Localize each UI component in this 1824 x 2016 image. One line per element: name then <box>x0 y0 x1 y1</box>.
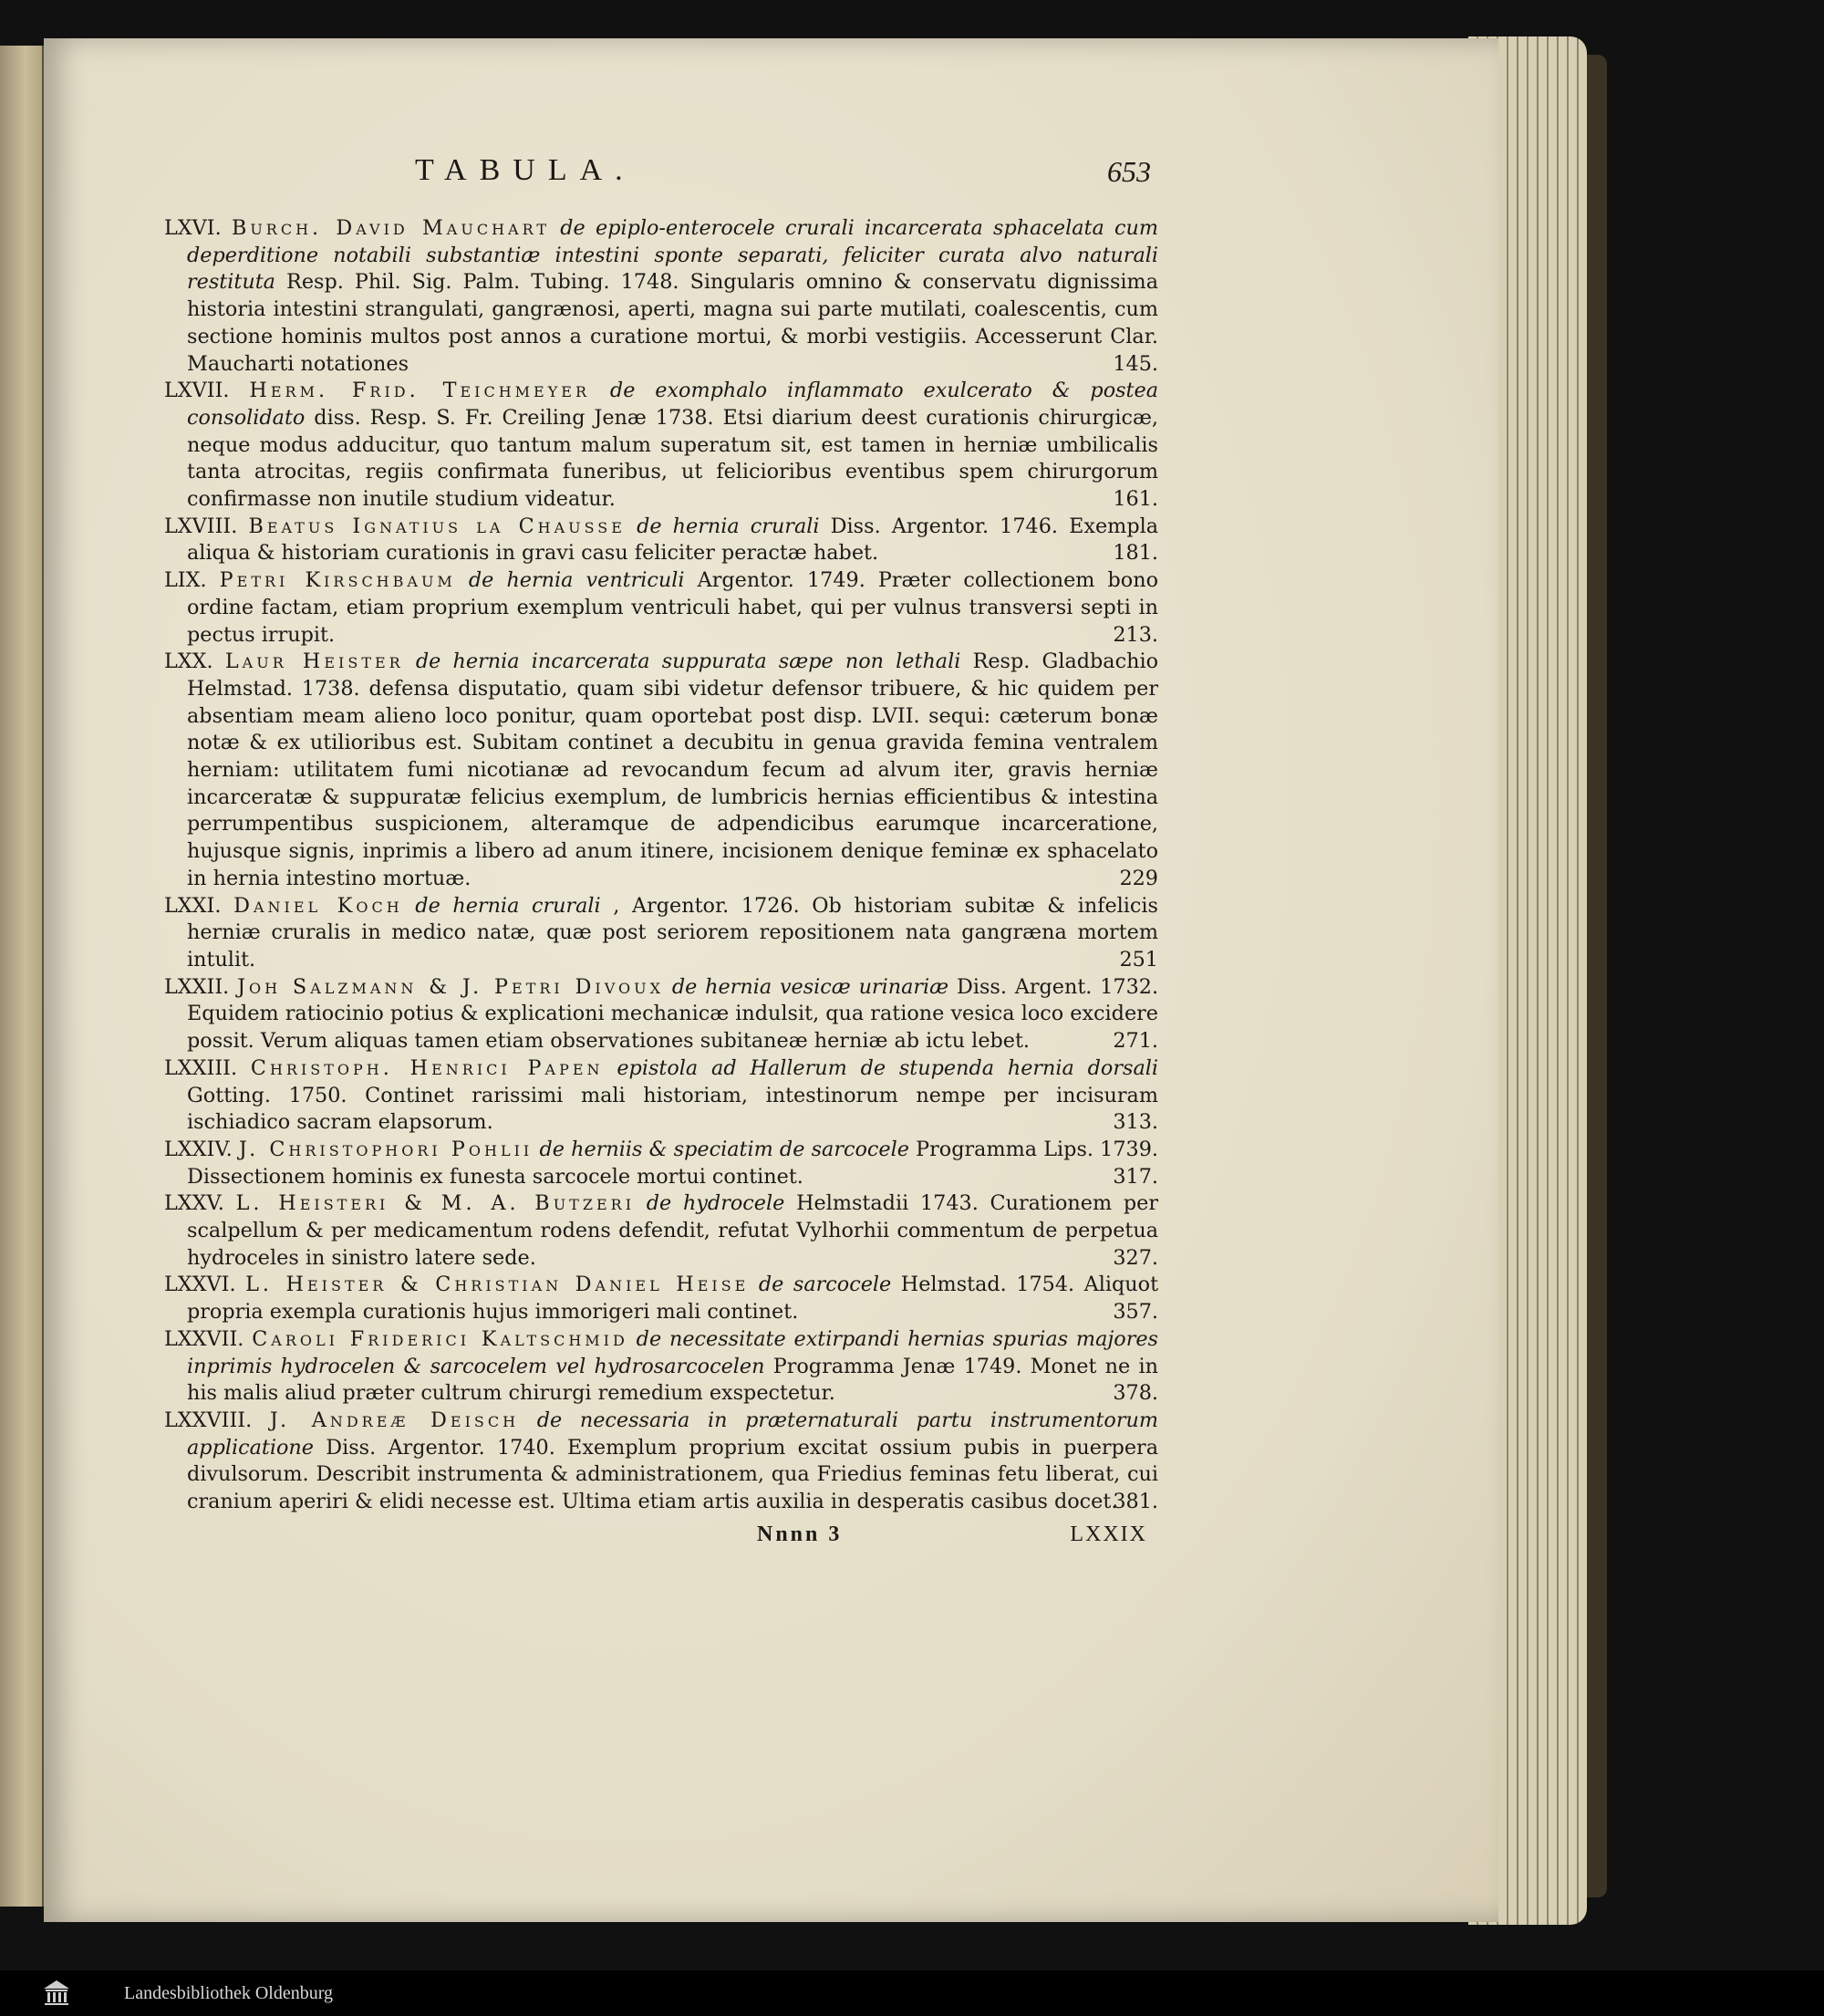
entry-title: de sarcocele <box>758 1273 892 1297</box>
catchword: LXXIX <box>1070 1522 1147 1546</box>
entry-number: LXVIII. <box>164 514 238 538</box>
entry-number: LXXII. <box>164 974 230 999</box>
table-entry <box>164 1272 1158 1325</box>
table-entry <box>164 1137 1158 1190</box>
table-entry <box>164 215 1158 378</box>
table-entry <box>164 649 1158 892</box>
entry-number: LXXVII. <box>164 1326 244 1351</box>
entry-page-ref: 381. <box>1113 1490 1158 1514</box>
entry-author: Beatus Ignatius la Chausse <box>248 514 626 538</box>
cover-edge <box>1587 55 1607 1897</box>
entry-body: Diss. Argent. 1732. Equidem ratiocinio potius & explicationi mechanicæ indulsit, qua ratione vesica loco excidere possit. Verum aliquas tamen etiam observationes subitaneæ herniæ ab ictu lebet. <box>187 974 1159 1054</box>
entry-title: de necessitate extirpandi hernias spurias majores inprimis hydrocelen & sarcocelem vel hydrosarcocelen <box>187 1326 1159 1378</box>
entry-number: LXXV. <box>164 1191 224 1216</box>
library-building-icon <box>42 1978 71 2007</box>
viewer-footer-bar <box>0 1970 1824 2016</box>
table-entry <box>164 1190 1158 1272</box>
entry-title: de exomphalo inflammato exulcerato & postea consolidato <box>187 379 1159 430</box>
entry-page-ref: 161. <box>1113 487 1158 512</box>
entry-title: de hernia incarcerata suppurata sæpe non lethali <box>415 649 961 674</box>
entry-number: LIX. <box>164 568 207 593</box>
entry-body: Programma Lips. 1739. Dissectionem hominis ex funesta sarcocele mortui continet. <box>187 1137 1159 1189</box>
entry-page-ref: 271. <box>1113 1029 1158 1054</box>
entry-author: Daniel Koch <box>233 893 403 918</box>
entry-page-ref: 313. <box>1113 1110 1158 1135</box>
table-entry <box>164 514 1158 567</box>
entry-page-ref: 317. <box>1113 1164 1158 1189</box>
entry-page-ref: 229 <box>1119 866 1158 890</box>
entry-author: Burch. David Mauchart <box>231 216 551 240</box>
entry-body: Diss. Argentor. 1740. Exemplum proprium excitat ossium pubis in puerpera divulsorum. Describit instrumenta & administrationem, qua Friedius feminas fetu liberat, cui cranium aperiri & elidi necesse est. Ultima etiam artis auxilia in desperatis casibus docet. <box>187 1435 1159 1514</box>
entry-number: LXXVI. <box>164 1273 236 1297</box>
entry-title: de hernia crurali <box>415 893 601 918</box>
entry-author: L. Heister & Christian Daniel Heise <box>245 1273 750 1297</box>
entry-author: J. Andreæ Deisch <box>269 1408 520 1432</box>
entry-title: de epiplo-enterocele crurali incarcerata sphacelata cum deperditione notabili substantiæ intestini sponte separati, feliciter curata alvo naturali restituta <box>187 216 1158 295</box>
text-block <box>164 153 1159 1553</box>
entry-author: L. Heisteri & M. A. Butzeri <box>235 1191 636 1216</box>
entry-author: Joh Salzmann & J. Petri Divoux <box>237 974 665 999</box>
library-name: Landesbibliothek Oldenburg <box>124 1983 334 2003</box>
entry-number: LXVI. <box>164 216 222 240</box>
entry-body: Helmstadii 1743. Curationem per scalpellum & per medicamentum rodens defendit, refutat Vylhorhii commentum de perpetua hydroceles in sinistro latere sede. <box>187 1191 1158 1270</box>
entry-author: Herm. Frid. Teichmeyer <box>249 379 591 403</box>
entry-body: Helmstad. 1754. Aliquot propria exempla curationis hujus immorigeri mali continet. <box>187 1273 1159 1325</box>
page-number: 653 <box>1107 155 1151 188</box>
table-entry <box>164 1408 1158 1516</box>
entry-body: Programma Jenæ 1749. Monet ne in his malis aliud præter cultrum chirurgi remedium exspectetur. <box>187 1354 1158 1406</box>
entry-page-ref: 251 <box>1119 947 1158 972</box>
left-facing-page-edge <box>0 46 45 1907</box>
signature-mark: Nnnn 3 <box>757 1522 843 1546</box>
running-title: TABULA. <box>415 153 636 187</box>
entry-body: Argentor. 1749. Præter collectionem bono ordine factam, etiam proprium exemplum ventriculi habet, qui per vulnus transversi septi in pectus irrupit. <box>187 568 1159 647</box>
entry-body: diss. Resp. S. Fr. Creiling Jenæ 1738. Etsi diarium deest curationis chirurgicæ, neque modus adducitur, quo tantum malum superatum sit, est tamen in herniæ umbilicalis tanta atrocitas, regiis confirmata funeribus, ut felicioribus eventibus spem chirurgorum confirmasse non inutile studium videatur. <box>187 405 1158 512</box>
entry-title: de hydrocele <box>646 1191 785 1216</box>
entry-body: Resp. Phil. Sig. Palm. Tubing. 1748. Singularis omnino & conservatu dignissima historia intestini strangulati, gangrænosi, aperti, magna sui parte mutilati, coalescentis, cum sectione hominis multos post annos a curatione mortui, & morbi vestigiis. Accesserunt Clar. Maucharti notationes <box>187 270 1158 376</box>
entry-title: de necessaria in præternaturali partu instrumentorum applicatione <box>187 1408 1158 1460</box>
table-entry <box>164 1326 1158 1408</box>
book-page <box>44 38 1498 1922</box>
entry-title: epistola ad Hallerum de stupenda hernia dorsali <box>617 1055 1159 1080</box>
entry-body: Diss. Argentor. 1746. Exempla aliqua & historiam curationis in gravi casu feliciter peractæ habet. <box>187 514 1159 566</box>
table-entry <box>164 378 1158 514</box>
entry-number: LXX. <box>164 649 213 674</box>
entry-number: LXXVIII. <box>164 1408 253 1432</box>
entry-number: LXXI. <box>164 893 222 918</box>
entry-page-ref: 357. <box>1113 1300 1158 1325</box>
entry-title: de hernia crurali <box>637 514 820 538</box>
entry-page-ref: 213. <box>1113 622 1158 647</box>
entry-title: de hernia ventriculi <box>468 568 685 593</box>
table-entry <box>164 567 1158 649</box>
page-footer <box>164 1522 1158 1553</box>
entry-title: de hernia vesicæ urinariæ <box>671 974 949 999</box>
entry-author: J. Christophori Pohlii <box>238 1137 534 1161</box>
entry-author: Christoph. Henrici Papen <box>250 1055 604 1080</box>
entry-number: LXXIII. <box>164 1055 238 1080</box>
entry-author: Caroli Friderici Kaltschmid <box>252 1326 628 1351</box>
entry-page-ref: 145. <box>1113 351 1158 376</box>
entry-author: Laur Heister <box>224 649 404 674</box>
entry-number: LXVII. <box>164 379 230 403</box>
entry-body: Gotting. 1750. Continet rarissimi mali historiam, intestinorum nempe per incisuram ischiadico sacram elapsorum. <box>187 1083 1158 1135</box>
entry-page-ref: 327. <box>1113 1245 1158 1270</box>
entry-body: Resp. Gladbachio Helmstad. 1738. defensa disputatio, quam sibi videtur defensor tribuere, & hic quidem per absentiam meam alieno loco ponitur, quam oportebat post disp. LVII. sequi: cæterum bonæ notæ & ex utilioribus est. Subitam continet a decubitu in genua gravida femina ventralem herniam: utilitatem fumi nicotianæ ad revocandum fecum ad alvum iter, gravis herniæ incarceratæ & suppuratæ felicius exemplum, de lumbricis hernias efficientibus & intestina perrumpentibus suspicionem, alteramque de adpendicibus earumque incarceratione, hujusque signis, inprimis a libero ad anum itinere, incisionem denique feminæ ex sphacelato in hernia intestino mortuæ. <box>187 649 1159 890</box>
entry-body: , Argentor. 1726. Ob historiam subitæ & infelicis herniæ cruralis in medico natæ, quæ post seriorem repositionem nata gangræna mortem intulit. <box>187 893 1158 972</box>
running-head <box>164 153 1158 215</box>
table-entry <box>164 1055 1158 1137</box>
entry-page-ref: 181. <box>1113 541 1158 566</box>
entry-title: de herniis & speciatim de sarcocele <box>539 1137 909 1161</box>
table-entry <box>164 974 1158 1055</box>
entry-page-ref: 378. <box>1113 1381 1158 1406</box>
entry-number: LXXIV. <box>164 1137 233 1161</box>
entry-author: Petri Kirschbaum <box>219 568 456 593</box>
table-entry <box>164 893 1158 974</box>
entry-list <box>164 215 1158 1516</box>
